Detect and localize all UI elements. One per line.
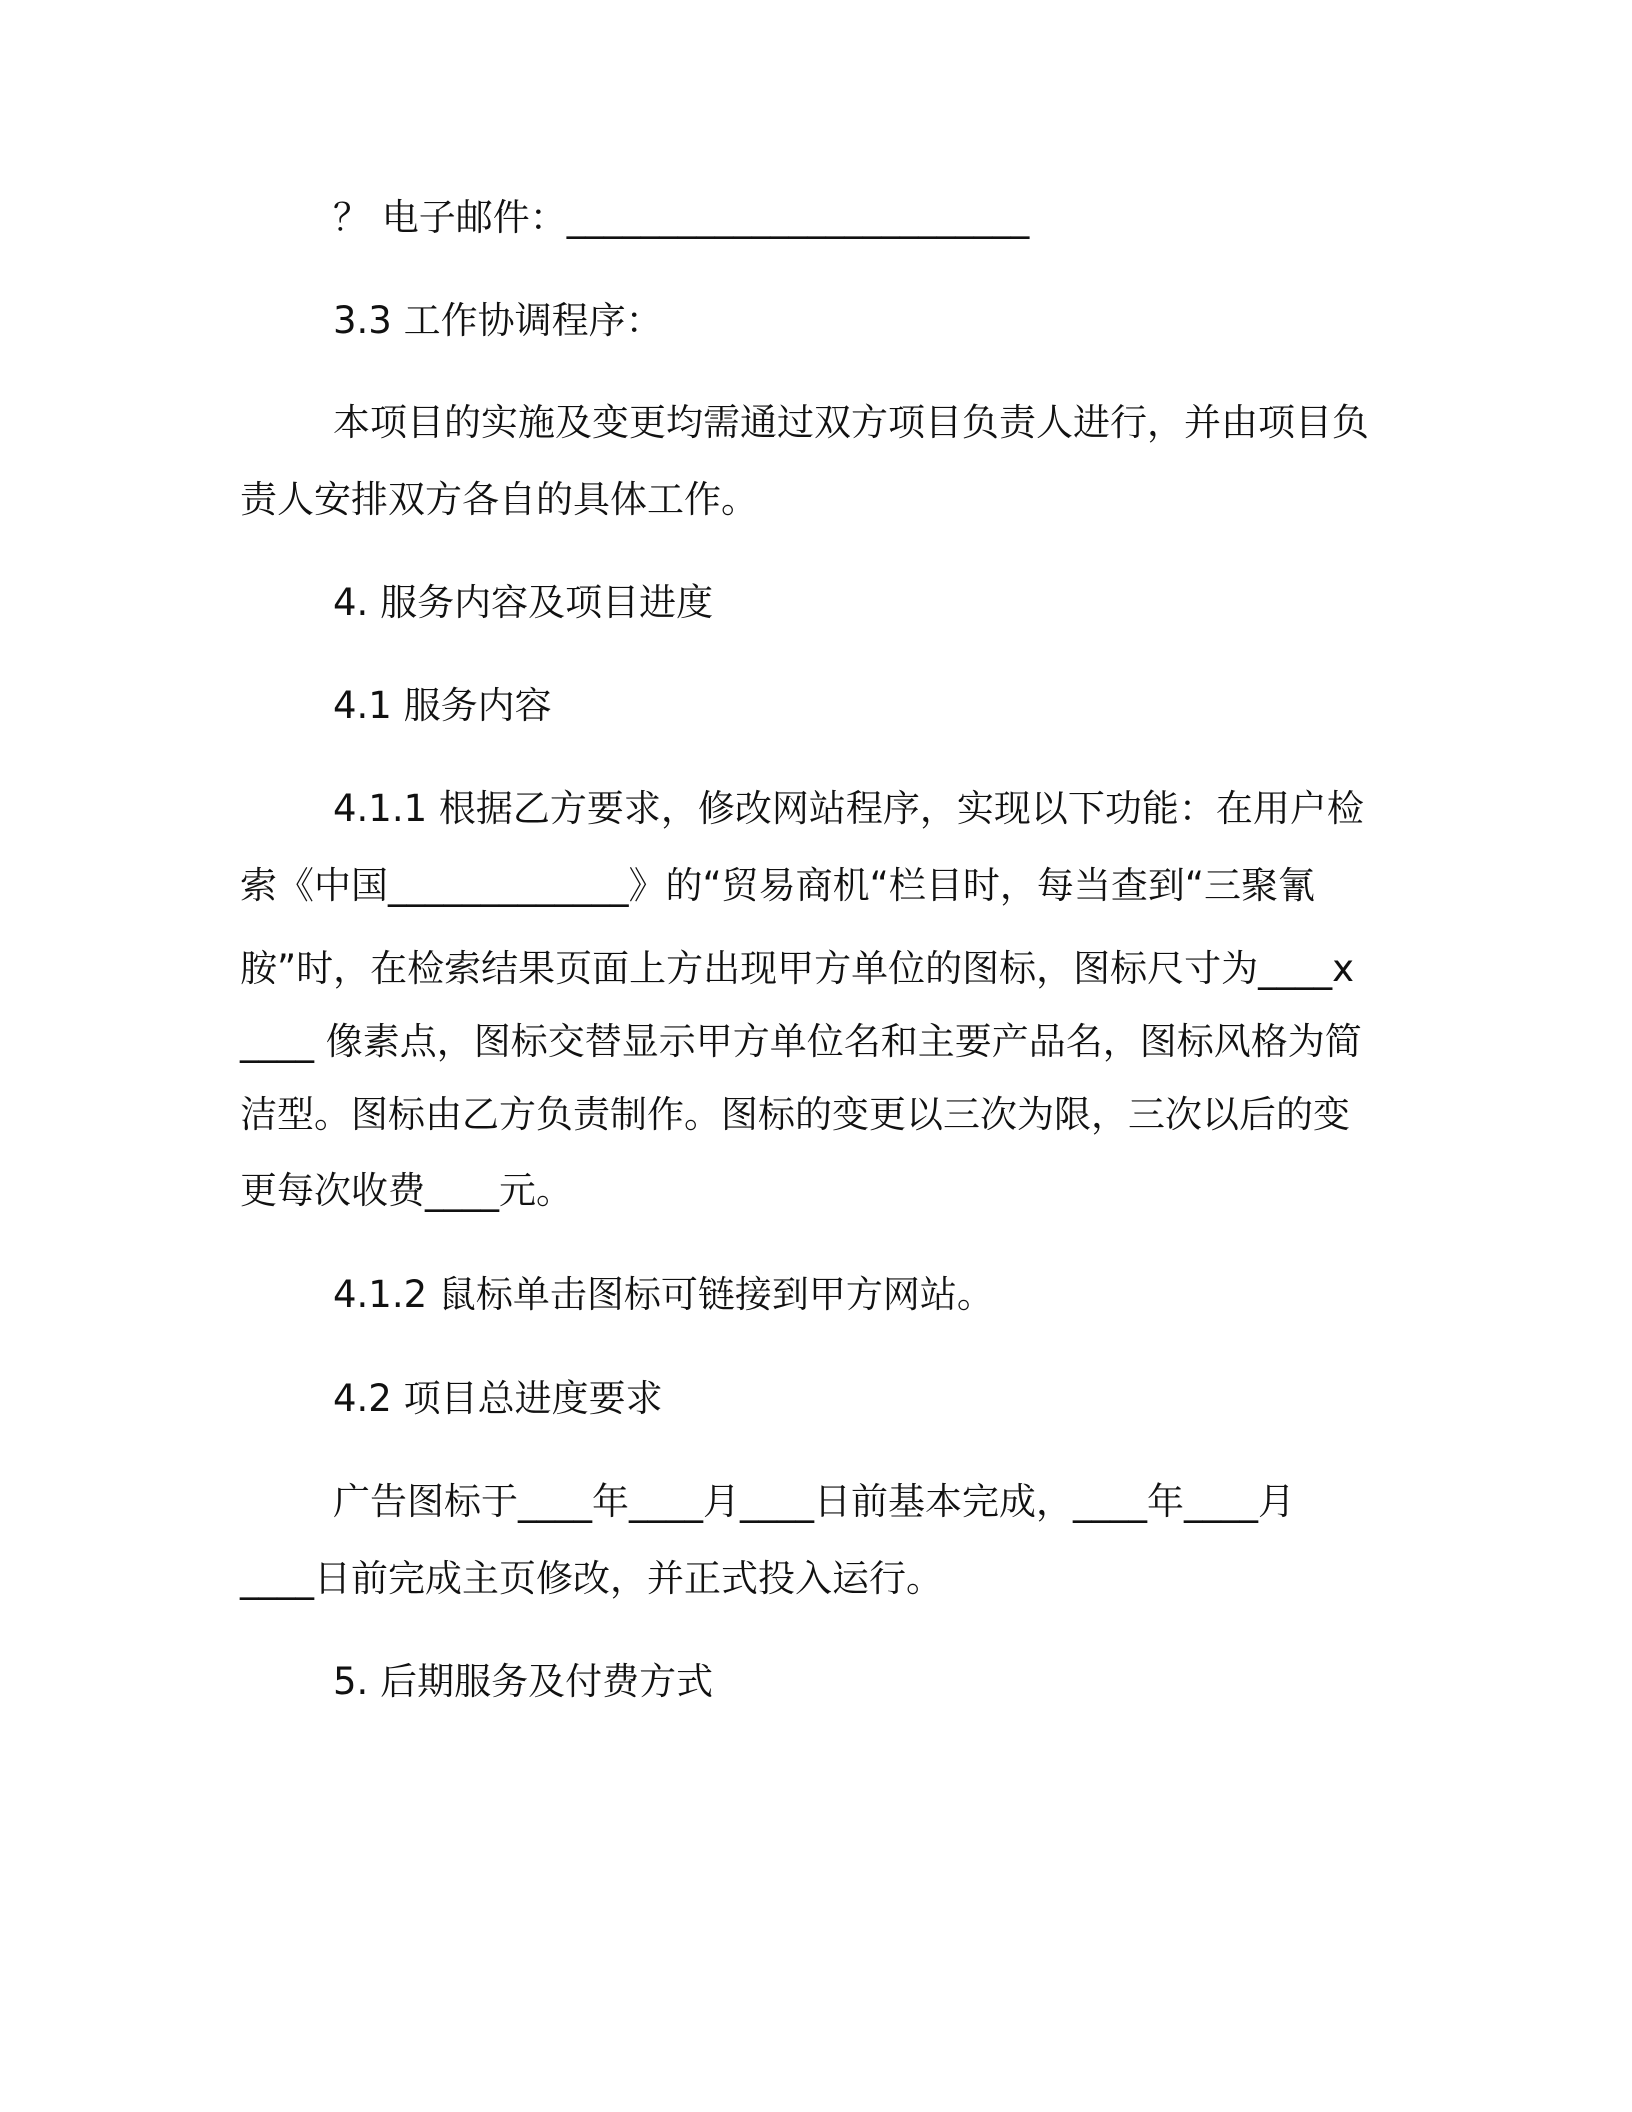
section-heading-4-2: 4.2 项目总进度要求: [333, 1377, 663, 1420]
paragraph-line: 胺”时，在检索结果页面上方出现甲方单位的图标，图标尺寸为____x: [240, 947, 1355, 990]
paragraph-line: 更每次收费____元。: [240, 1169, 573, 1212]
paragraph-line: 广告图标于____年____月____日前基本完成，____年____月: [333, 1480, 1295, 1523]
email-field-line: ？ 电子邮件：_________________________: [333, 196, 1030, 239]
section-heading-4-1: 4.1 服务内容: [333, 684, 552, 727]
section-heading-3-3: 3.3 工作协调程序：: [333, 299, 663, 342]
paragraph-line: 4.1.2 鼠标单击图标可链接到甲方网站。: [333, 1273, 994, 1316]
paragraph-line: ____日前完成主页修改，并正式投入运行。: [240, 1557, 943, 1600]
paragraph-line: 索《中国_____________》的“贸易商机“栏目时，每当查到“三聚氰: [240, 864, 1316, 907]
paragraph-line: 责人安排双方各自的具体工作。: [240, 478, 758, 521]
paragraph-line: 本项目的实施及变更均需通过双方项目负责人进行，并由项目负: [333, 401, 1369, 444]
paragraph-line: 洁型。图标由乙方负责制作。图标的变更以三次为限，三次以后的变: [240, 1093, 1350, 1136]
section-heading-4: 4. 服务内容及项目进度: [333, 581, 714, 624]
section-heading-5: 5. 后期服务及付费方式: [333, 1660, 714, 1703]
paragraph-line: 4.1.1 根据乙方要求，修改网站程序，实现以下功能：在用户检: [333, 787, 1364, 830]
paragraph-line: ____ 像素点，图标交替显示甲方单位名和主要产品名，图标风格为简: [240, 1020, 1362, 1063]
